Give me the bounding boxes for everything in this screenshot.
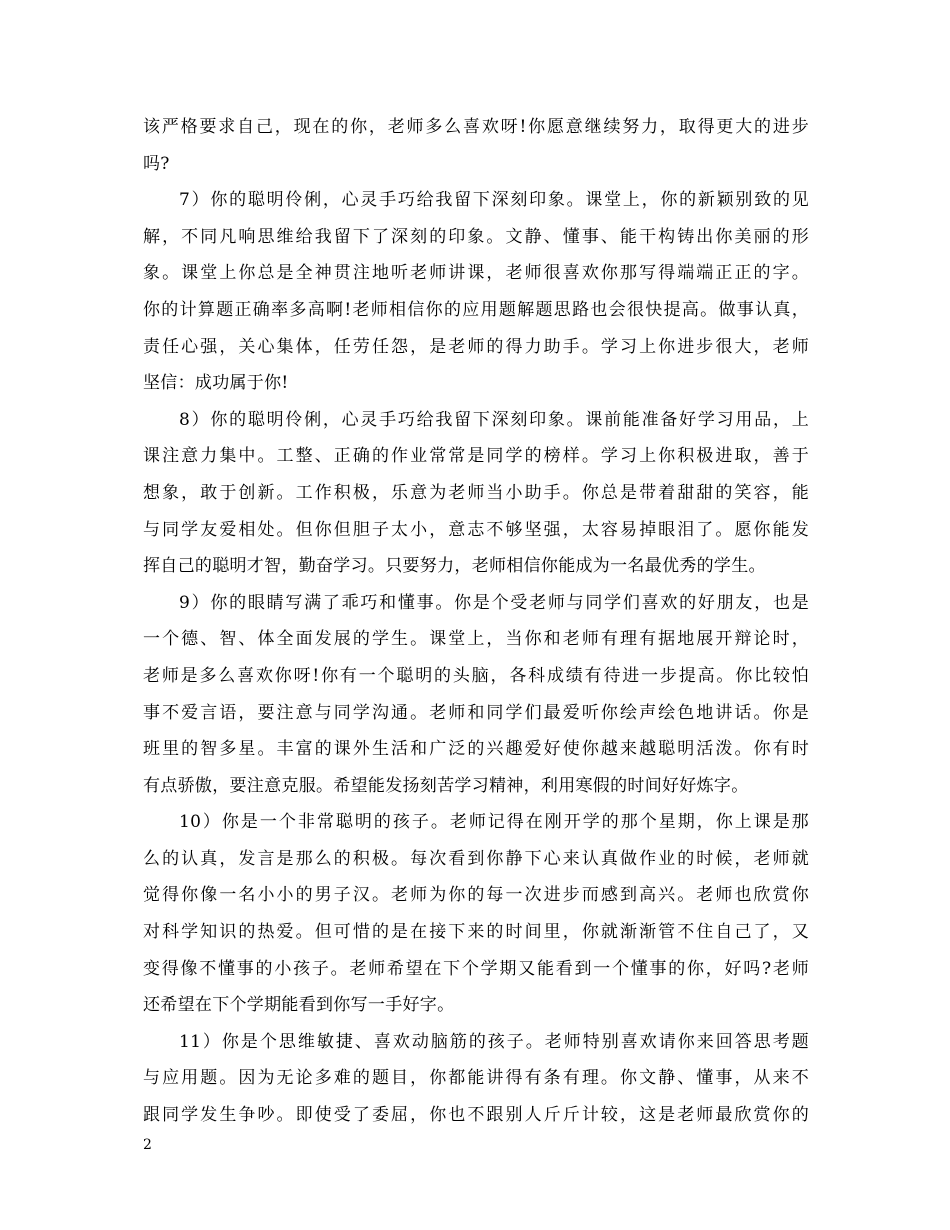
text-line: 觉得你像一名小小的男子汉。老师为你的每一次进步而感到高兴。老师也欣赏你 [143, 885, 809, 906]
text-line: 还希望在下个学期能看到你写一手好字。 [143, 995, 455, 1016]
text-line: 班里的智多星。丰富的课外生活和广泛的兴趣爱好使你越来越聪明活泼。你有时 [143, 739, 809, 760]
text-line: 挥自己的聪明才智，勤奋学习。只要努力，老师相信你能成为一名最优秀的学生。 [143, 556, 766, 577]
text-line: 么的认真，发言是那么的积极。每次看到你静下心来认真做作业的时候，老师就 [143, 848, 809, 869]
text-line: 老师是多么喜欢你呀!你有一个聪明的头脑，各科成绩有待进一步提高。你比较怕 [143, 665, 809, 686]
text-line: 坚信：成功属于你! [143, 373, 289, 394]
text-line: 对科学知识的热爱。但可惜的是在接下来的时间里，你就渐渐管不住自己了，又 [143, 922, 809, 943]
text-line: 变得像不懂事的小孩子。老师希望在下个学期又能看到一个懂事的你，好吗?老师 [143, 958, 809, 979]
text-line: 与同学友爱相处。但你但胆子太小，意志不够坚强，太容易掉眼泪了。愿你能发 [143, 519, 809, 540]
text-line: 事不爱言语，要注意与同学沟通。老师和同学们最爱听你绘声绘色地讲话。你是 [143, 702, 809, 723]
paragraph-comment-11 [143, 1024, 809, 1134]
paragraph-continuation [143, 109, 809, 182]
text-line: 课注意力集中。工整、正确的作业常常是同学的榜样。学习上你积极进取，善于 [143, 446, 809, 467]
text-line: 10）你是一个非常聪明的孩子。老师记得在刚开学的那个星期，你上课是那 [179, 812, 809, 833]
text-line: 跟同学发生争吵。即使受了委屈，你也不跟别人斤斤计较，这是老师最欣赏你的 [143, 1105, 809, 1126]
text-line: 9）你的眼睛写满了乖巧和懂事。你是个受老师与同学们喜欢的好朋友，也是 [179, 592, 809, 613]
text-line: 解，不同凡响思维给我留下了深刻的印象。文静、懂事、能干构铸出你美丽的形 [143, 226, 809, 247]
text-line: 想象，敢于创新。工作积极，乐意为老师当小助手。你总是带着甜甜的笑容，能 [143, 482, 809, 503]
paragraph-comment-10 [143, 804, 809, 1024]
text-line: 8）你的聪明伶俐，心灵手巧给我留下深刻印象。课前能准备好学习用品，上 [179, 409, 809, 430]
page-number: 2 [143, 1137, 152, 1153]
text-line: 与应用题。因为无论多难的题目，你都能讲得有条有理。你文静、懂事，从来不 [143, 1068, 809, 1089]
text-line: 7）你的聪明伶俐，心灵手巧给我留下深刻印象。课堂上，你的新颖别致的见 [179, 190, 809, 211]
text-line: 该严格要求自己，现在的你，老师多么喜欢呀!你愿意继续努力，取得更大的进步 [143, 117, 809, 137]
paragraph-comment-9 [143, 585, 809, 805]
paragraph-comment-8 [143, 402, 809, 585]
paragraph-comment-7 [143, 182, 809, 402]
text-line: 象。课堂上你总是全神贯注地听老师讲课，老师很喜欢你那写得端端正正的字。 [143, 263, 809, 284]
text-line: 吗? [143, 153, 170, 174]
text-line: 有点骄傲，要注意克服。希望能发扬刻苦学习精神，利用寒假的时间好好炼字。 [143, 775, 749, 796]
text-line: 一个德、智、体全面发展的学生。课堂上，当你和老师有理有据地展开辩论时， [143, 629, 809, 650]
text-line: 你的计算题正确率多高啊!老师相信你的应用题解题思路也会很快提高。做事认真， [143, 299, 809, 320]
text-line: 11）你是个思维敏捷、喜欢动脑筋的孩子。老师特别喜欢请你来回答思考题 [179, 1031, 809, 1052]
text-line: 责任心强，关心集体，任劳任怨，是老师的得力助手。学习上你进步很大，老师 [143, 336, 809, 357]
document-body [143, 109, 809, 1134]
